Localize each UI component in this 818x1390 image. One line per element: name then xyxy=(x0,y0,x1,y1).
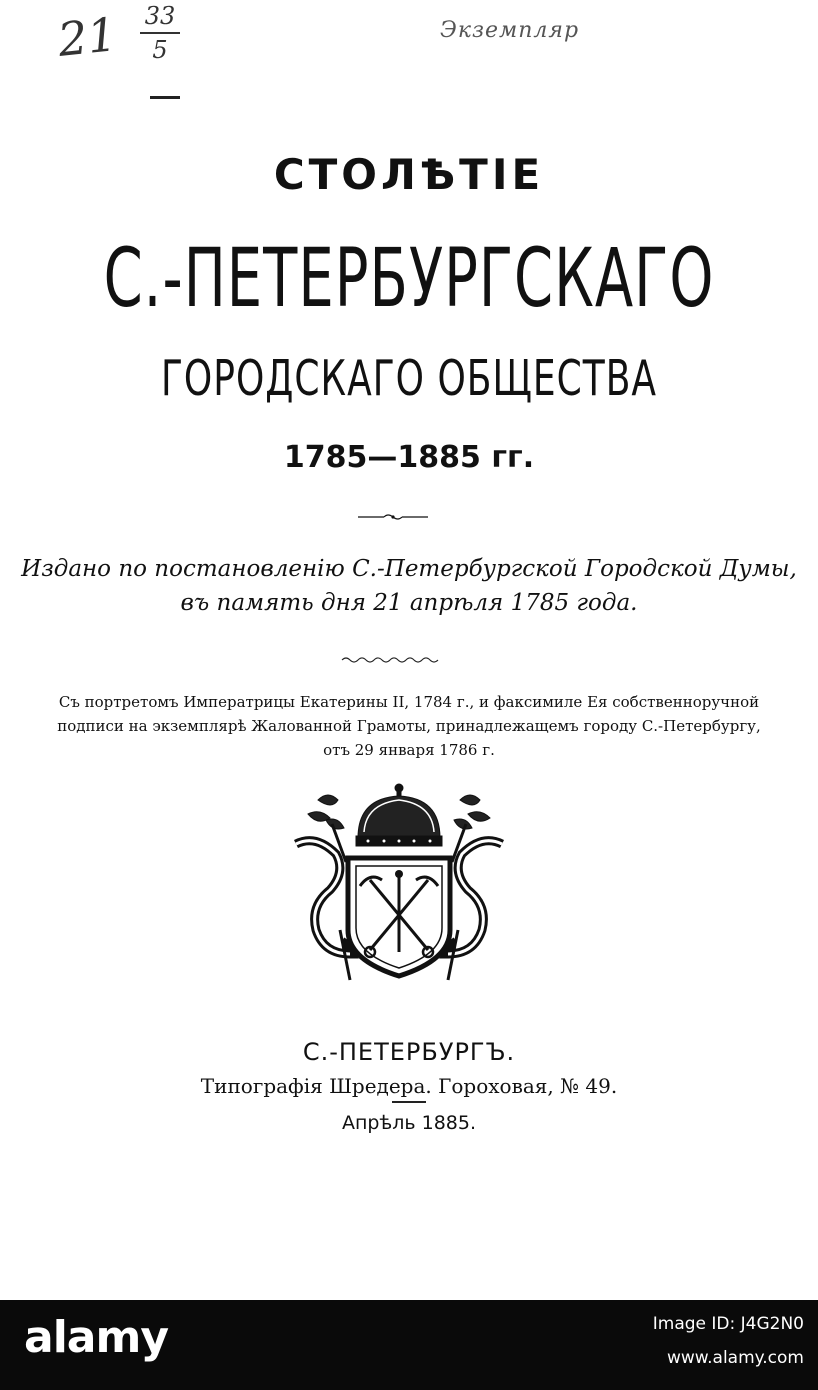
fraction-bottom: 5 xyxy=(152,36,168,64)
handwritten-underline xyxy=(150,96,180,99)
site-url: www.alamy.com xyxy=(666,1348,804,1368)
subtitle-line-1: Издано по постановленію С.-Петербургской Городской Думы, xyxy=(21,556,797,582)
handwritten-stamp: Экземпляр xyxy=(440,18,580,43)
coat-of-arms-icon xyxy=(288,780,510,992)
imprint-press: Типографія Шредера. Гороховая, № 49. xyxy=(200,1074,618,1098)
note-line-2: подписи на экземплярѣ Жалованной Грамоты, принадлежащемъ городу С.-Петербургу, xyxy=(57,717,761,735)
alamy-logo: alamy xyxy=(24,1312,168,1363)
fraction-top: 33 xyxy=(144,2,176,30)
title-line-2: С.-ПЕТЕРБУРГСКАГО xyxy=(103,232,715,327)
handwritten-shelf-number: 21 xyxy=(55,7,120,67)
subtitle-line-2: въ память дня 21 апрѣля 1785 года. xyxy=(180,590,638,616)
watermark-footer xyxy=(0,1300,818,1390)
imprint-city: С.-ПЕТЕРБУРГЪ. xyxy=(302,1038,516,1066)
ornament-divider-icon xyxy=(358,513,428,521)
handwritten-fraction xyxy=(140,2,180,64)
imprint-date: Апрѣль 1885. xyxy=(341,1112,477,1134)
title-line-3: ГОРОДСКАГО ОБЩЕСТВА xyxy=(160,352,658,408)
image-id-label: Image ID: J4G2N0 xyxy=(652,1314,804,1334)
ornament-wave-icon xyxy=(340,654,444,666)
title-years: 1785—1885 гг. xyxy=(283,440,535,475)
note-line-3: отъ 29 января 1786 г. xyxy=(323,741,495,759)
fraction-bar xyxy=(140,32,180,34)
title-line-1: СТОЛѢТІЕ xyxy=(273,150,545,199)
note-line-1: Съ портретомъ Императрицы Екатерины II, 1784 г., и факсимиле Ея собственноручной xyxy=(58,693,760,711)
imprint-rule xyxy=(392,1101,426,1103)
